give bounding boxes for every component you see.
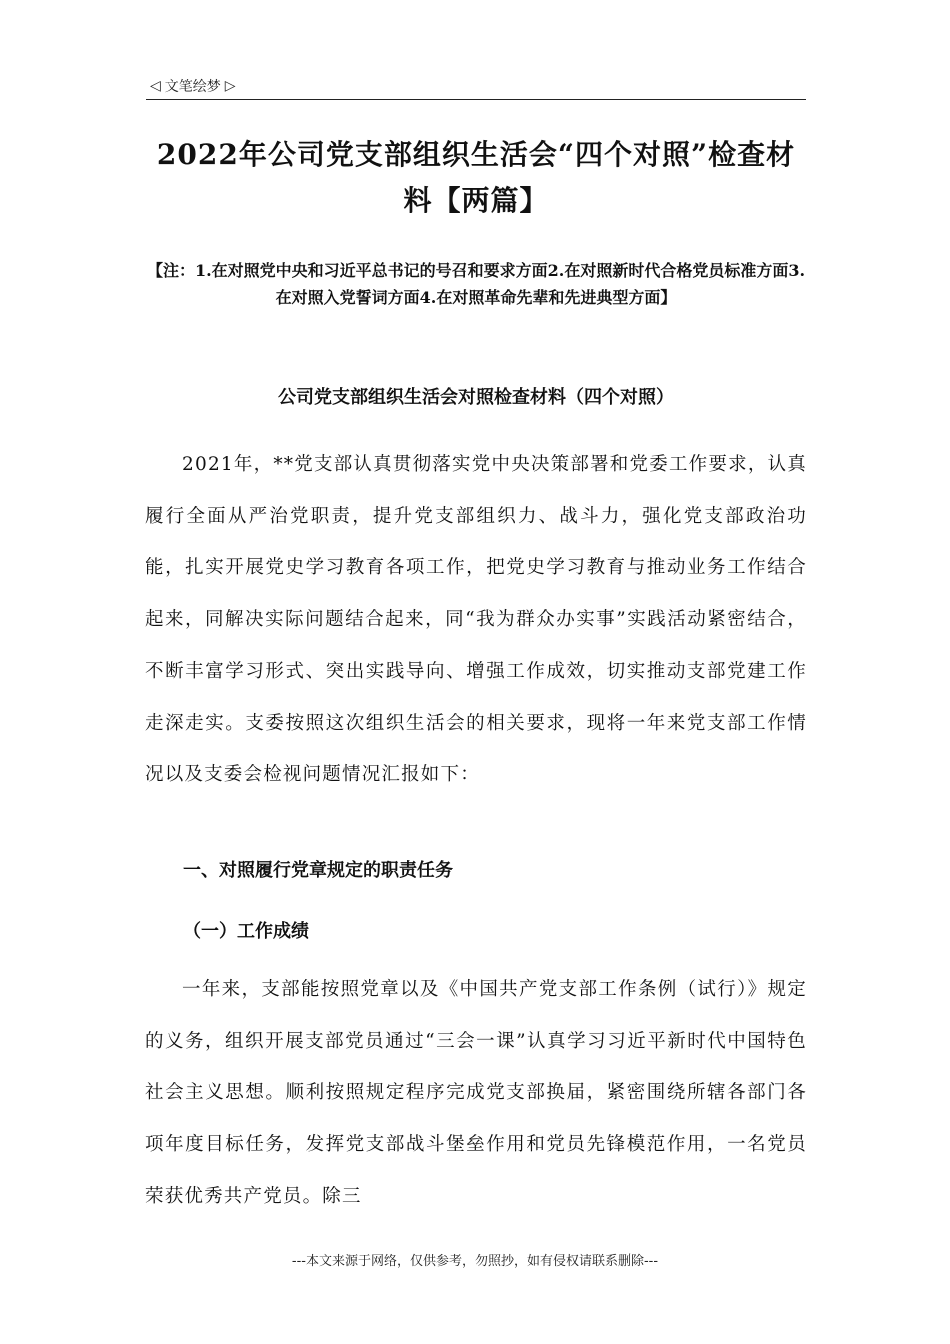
section-heading-1: 一、对照履行党章规定的职责任务: [183, 860, 453, 881]
left-triangle-icon: ◁: [150, 78, 161, 94]
header-divider: [146, 99, 806, 100]
page-footer: ---本文来源于网络，仅供参考，勿照抄，如有侵权请联系删除---: [291, 1254, 659, 1269]
body-paragraph-2: 一年来，支部能按照党章以及《中国共产党支部工作条例（试行）》规定的义务，组织开展支部党员通过“三会一课”认真学习习近平新时代中国特色社会主义思想。顺利按照规定程序完成党支部换届，紧密围绕所辖各部门各项年度目标任务，发挥党支部战斗堡垒作用和党员先锋模范作用，一名党员荣获优秀共产党员。除三: [145, 979, 807, 1207]
subsection-heading-1: （一）工作成绩: [183, 921, 309, 942]
header-brand: [146, 76, 240, 96]
page-header: [146, 74, 806, 100]
document-title: 2022年公司党支部组织生活会“四个对照”检查材料【两篇】: [156, 138, 796, 217]
document-note: 【注：1.在对照党中央和习近平总书记的号召和要求方面2.在对照新时代合格党员标准方面3.在对照入党誓词方面4.在对照革命先辈和先进典型方面】: [146, 261, 806, 307]
right-triangle-icon: ▷: [224, 78, 236, 94]
body-paragraph-1: 2021年，**党支部认真贯彻落实党中央决策部署和党委工作要求，认真履行全面从严治党职责，提升党支部组织力、战斗力，强化党支部政治功能，扎实开展党史学习教育各项工作，把党史学习教育与推动业务工作结合起来，同解决实际问题结合起来，同“我为群众办实事”实践活动紧密结合，不断丰富学习形式、突出实践导向、增强工作成效，切实推动支部党建工作走深走实。支委按照这次组织生活会的相关要求，现将一年来党支部工作情况以及支委会检视问题情况汇报如下：: [145, 454, 807, 786]
section-subtitle: 公司党支部组织生活会对照检查材料（四个对照）: [278, 387, 674, 408]
brand-name: 文笔绘梦: [164, 79, 221, 95]
